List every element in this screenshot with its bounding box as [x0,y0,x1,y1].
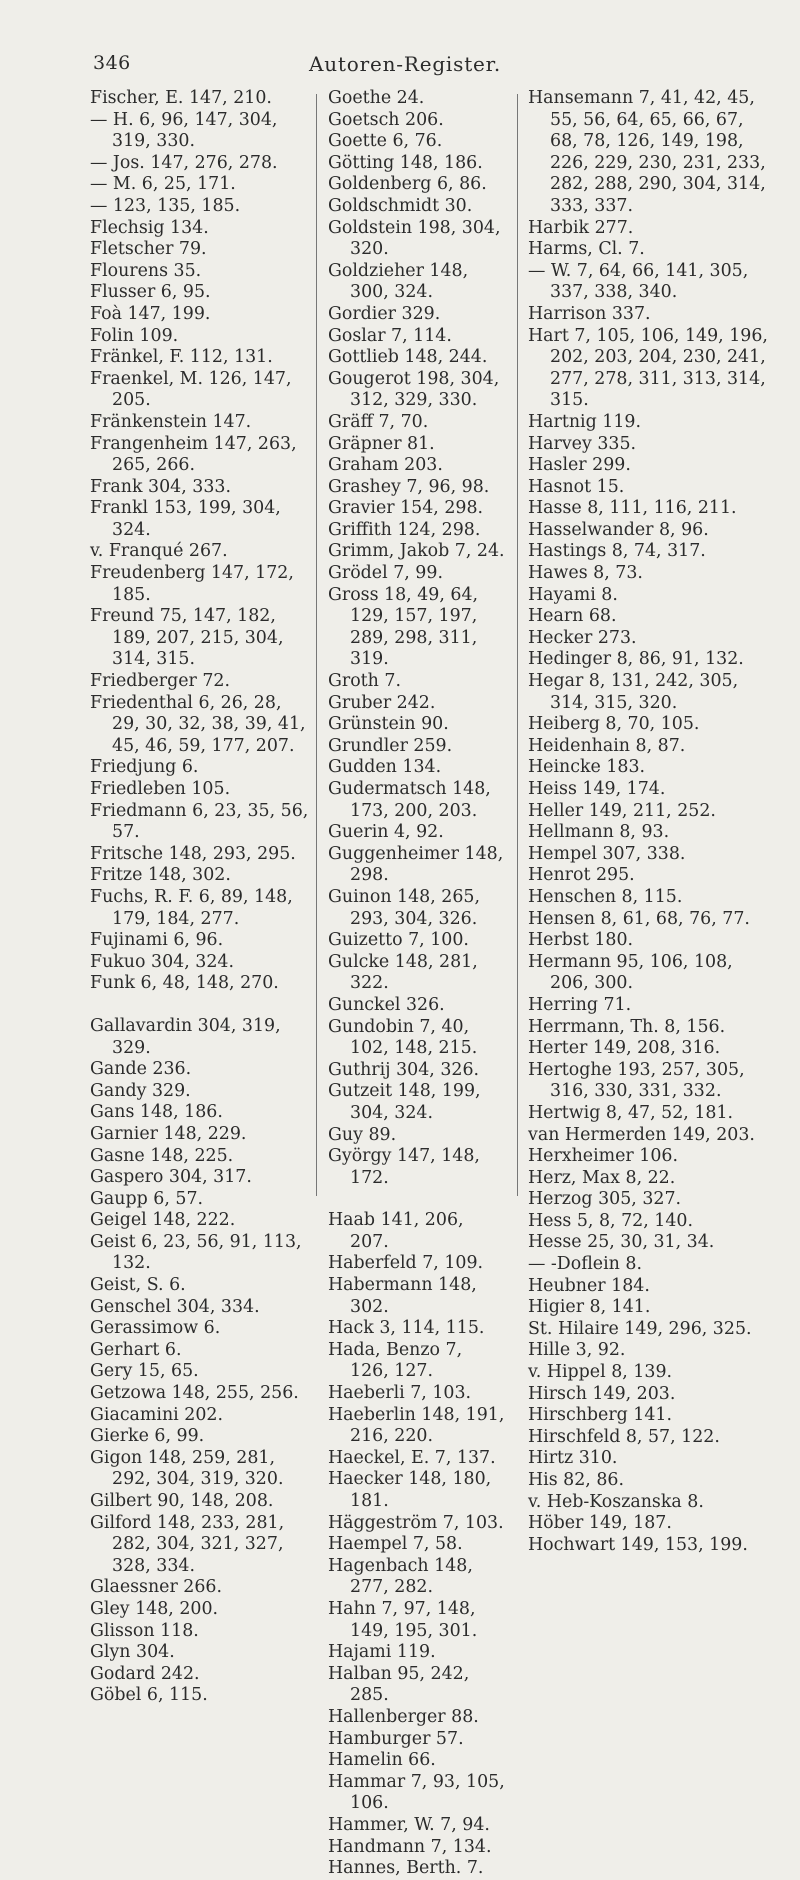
index-entry: Friedleben 105. [90,779,231,799]
column-divider [517,94,518,1196]
index-entry: Hasse 8, 111, 116, 211. [528,498,737,519]
index-entry: Hawes 8, 73. [528,563,643,584]
index-entry: Fritsche 148, 293, 295. [90,843,296,864]
index-entry: Gravier 154, 298. [328,498,484,519]
index-entry: Hagenbach 148, 277, 282. [328,1555,473,1598]
index-entry: Hegar 8, 131, 242, 305, 314, 315, 320. [528,671,739,713]
index-entry: Gulcke 148, 281, 322. [328,951,478,994]
index-entry: van Hermerden 149, 203. [528,1124,755,1145]
index-entry: Glisson 118. [90,1620,199,1641]
index-entry: Hesse 25, 30, 31, 34. [528,1232,715,1253]
index-column-3 [528,88,768,1556]
index-entry: Gierke 6, 99. [90,1426,205,1447]
index-entry: Hada, Benzo 7, 126, 127. [328,1339,463,1382]
index-entry: Hasselwander 8, 96. [528,519,709,540]
index-entry: Gaupp 6, 57. [90,1188,204,1209]
index-entry: Hochwart 149, 153, 199. [528,1534,748,1555]
index-entry: Gans 148, 186. [90,1102,223,1123]
index-entry: Gunckel 326. [328,994,445,1015]
index-entry: Friedenthal 6, 26, 28, 29, 30, 32, 38, 39, 41, 45, 46, 59, 177, 207. [90,692,306,756]
index-entry: His 82, 86. [528,1470,625,1490]
index-entry: Fraenkel, M. 126, 147, 205. [90,368,292,411]
index-entry: Hamburger 57. [328,1728,464,1749]
index-entry: Harbik 277. [528,217,634,238]
index-entry: Grünstein 90. [328,714,449,735]
index-entry: Gräpner 81. [328,433,435,454]
index-entry: Heubner 184. [528,1275,650,1296]
index-entry: Glyn 304. [90,1642,175,1663]
running-title: Autoren-Register. [309,52,501,76]
index-entry: Friedjung 6. [90,757,199,778]
index-entry: Gandy 329. [90,1080,191,1101]
index-entry: Haberfeld 7, 109. [328,1253,484,1274]
index-entry: Hecker 273. [528,627,637,648]
index-entry: Gordier 329. [328,303,441,324]
index-entry: Herzog 305, 327. [528,1189,682,1210]
index-entry: Gilford 148, 233, 281, 282, 304, 321, 327, 328, 334. [90,1512,285,1576]
index-entry: Freudenberg 147, 172, 185. [90,563,294,605]
index-entry: Goette 6, 76. [328,131,443,152]
index-entry: Handmann 7, 134. [328,1836,492,1857]
letter-group-gap [328,1189,506,1210]
index-entry: Hermann 95, 106, 108, 206, 300. [528,951,733,994]
index-entry: Henschen 8, 115. [528,886,683,907]
index-entry: Hensen 8, 61, 68, 76, 77. [528,908,750,929]
index-entry: Haab 141, 206, 207. [328,1210,464,1252]
index-entry: — H. 6, 96, 147, 304, 319, 330. [90,109,278,152]
index-entry: Hearn 68. [528,606,617,627]
index-entry: Hastings 8, 74, 317. [528,541,706,562]
index-entry: Gasne 148, 225. [90,1145,234,1166]
index-entry: Gilbert 90, 148, 208. [90,1491,274,1511]
index-entry: Herring 71. [528,994,632,1015]
index-entry: Gudden 134. [328,757,442,778]
index-entry: Guthrij 304, 326. [328,1059,480,1080]
index-entry: Gutzeit 148, 199, 304, 324. [328,1081,481,1123]
index-entry: — W. 7, 64, 66, 141, 305, 337, 338, 340. [528,260,749,303]
index-entry: Grödel 7, 99. [328,563,443,584]
index-entry: Goldstein 198, 304, 320. [328,217,501,260]
index-entry: Gaspero 304, 317. [90,1167,252,1188]
index-entry: Goldzieher 148, 300, 324. [328,260,469,303]
index-entry: Hack 3, 114, 115. [328,1318,485,1339]
index-entry: Gougerot 198, 304, 312, 329, 330. [328,368,500,411]
index-entry: Fränkenstein 147. [90,411,252,432]
index-entry: Fuchs, R. F. 6, 89, 148, 179, 184, 277. [90,886,293,929]
column-divider [316,94,317,1196]
index-entry: Haempel 7, 58. [328,1534,463,1555]
index-entry: Hedinger 8, 86, 91, 132. [528,649,744,670]
index-entry: Heller 149, 211, 252. [528,800,716,821]
index-entry: — -Doflein 8. [528,1254,642,1275]
index-entry: György 147, 148, 172. [328,1146,480,1188]
index-entry: Höber 149, 187. [528,1513,672,1534]
index-entry: v. Hippel 8, 139. [528,1362,673,1383]
index-entry: Haeberlin 148, 191, 216, 220. [328,1404,505,1447]
index-entry: Grashey 7, 96, 98. [328,476,490,497]
index-entry: Giacamini 202. [90,1404,223,1425]
letter-group-gap [90,995,314,1016]
index-entry: Guggenheimer 148, 298. [328,843,504,886]
index-entry: Fränkel, F. 112, 131. [90,347,273,368]
index-column-1 [90,88,314,1707]
index-entry: Goslar 7, 114. [328,325,452,346]
index-entry: v. Heb-Koszanska 8. [528,1491,704,1512]
index-entry: Glaessner 266. [90,1577,223,1598]
index-entry: Hammar 7, 93, 105, 106. [328,1771,505,1814]
index-entry: Hart 7, 105, 106, 149, 196, 202, 203, 204, 230, 241, 277, 278, 311, 313, 314, 315. [528,325,768,411]
index-entry: Hayami 8. [528,584,618,605]
index-entry: Herrmann, Th. 8, 156. [528,1016,726,1037]
index-entry: Gery 15, 65. [90,1361,199,1382]
index-entry: Hartnig 119. [528,411,641,432]
index-entry: Hille 3, 92. [528,1340,626,1361]
index-entry: Frank 304, 333. [90,476,231,497]
index-entry: Fritze 148, 302. [90,865,231,886]
index-entry: Goldenberg 6, 86. [328,174,487,195]
index-entry: Flourens 35. [90,260,202,281]
index-entry: Harms, Cl. 7. [528,239,645,260]
index-entry: Fukuo 304, 324. [90,951,234,972]
index-entry: Funk 6, 48, 148, 270. [90,973,279,994]
index-entry: Haeberli 7, 103. [328,1383,472,1404]
index-entry: Häggeström 7, 103. [328,1512,504,1533]
index-entry: Harrison 337. [528,303,651,324]
index-entry: Götting 148, 186. [328,152,483,173]
page-number: 346 [93,52,131,74]
index-entry: Herbst 180. [528,930,634,951]
index-entry: Groth 7. [328,671,401,692]
index-entry: Hertwig 8, 47, 52, 181. [528,1102,734,1123]
index-entry: Folin 109. [90,325,179,346]
index-entry: Hannes, Berth. 7. [328,1858,484,1879]
index-entry: Hess 5, 8, 72, 140. [528,1210,693,1231]
index-entry: Hasnot 15. [528,476,625,497]
index-entry: Fletscher 79. [90,239,207,260]
index-entry: Geist, S. 6. [90,1275,186,1296]
index-entry: Flusser 6, 95. [90,282,211,303]
index-entry: Garnier 148, 229. [90,1123,247,1144]
index-entry: Gräff 7, 70. [328,411,429,432]
index-entry: Godard 242. [90,1663,200,1684]
index-entry: Hempel 307, 338. [528,843,686,864]
index-entry: Hertoghe 193, 257, 305, 316, 330, 331, 332. [528,1059,745,1102]
index-entry: Henrot 295. [528,865,635,886]
index-entry: — 123, 135, 185. [90,195,241,216]
index-entry: Gley 148, 200. [90,1598,219,1619]
index-entry: Herz, Max 8, 22. [528,1167,676,1188]
index-column-2 [328,88,506,1880]
index-entry: Griffith 124, 298. [328,519,481,540]
index-entry: Getzowa 148, 255, 256. [90,1383,299,1404]
index-entry: Hirtz 310. [528,1448,618,1469]
index-entry: Gerassimow 6. [90,1318,221,1339]
index-entry: Friedmann 6, 23, 35, 56, 57. [90,800,309,843]
index-entry: — Jos. 147, 276, 278. [90,152,278,173]
index-entry: Habermann 148, 302. [328,1275,477,1317]
index-entry: Hirschfeld 8, 57, 122. [528,1426,720,1447]
index-entry: Guerin 4, 92. [328,822,444,843]
index-entry: Geigel 148, 222. [90,1210,236,1231]
index-entry: Gottlieb 148, 244. [328,347,488,368]
index-entry: Foà 147, 199. [90,303,211,324]
index-entry: Hahn 7, 97, 148, 149, 195, 301. [328,1598,478,1641]
index-entry: Hasler 299. [528,455,631,476]
index-entry: Gudermatsch 148, 173, 200, 203. [328,779,491,821]
index-entry: Herxheimer 106. [528,1146,678,1167]
index-entry: — M. 6, 25, 171. [90,174,236,195]
index-entry: Friedberger 72. [90,671,231,692]
index-entry: Heincke 183. [528,757,646,778]
index-entry: Hansemann 7, 41, 42, 45, 55, 56, 64, 65, 66, 67, 68, 78, 126, 149, 198, 226, 229, 230, 231, 233, 282, 288, 290, 304, 314, 333, 337. [528,88,766,216]
index-entry: Freund 75, 147, 182, 189, 207, 215, 304, 314, 315. [90,606,284,670]
index-entry: Hajami 119. [328,1642,436,1663]
index-entry: Gigon 148, 259, 281, 292, 304, 319, 320. [90,1447,284,1490]
index-entry: Haeckel, E. 7, 137. [328,1447,496,1468]
index-entry: Hallenberger 88. [328,1706,479,1727]
index-entry: Genschel 304, 334. [90,1296,260,1317]
index-entry: Gross 18, 49, 64, 129, 157, 197, 289, 298, 311, 319. [328,584,479,670]
index-entry: Hamelin 66. [328,1750,436,1771]
index-entry: Fujinami 6, 96. [90,930,224,951]
index-entry: Geist 6, 23, 56, 91, 113, 132. [90,1231,302,1274]
index-entry: Gande 236. [90,1059,192,1080]
index-entry: Guizetto 7, 100. [328,930,469,951]
index-entry: Higier 8, 141. [528,1297,651,1318]
index-entry: St. Hilaire 149, 296, 325. [528,1318,752,1339]
index-entry: Fischer, E. 147, 210. [90,88,272,108]
index-entry: Frankl 153, 199, 304, 324. [90,498,281,540]
index-entry: Flechsig 134. [90,217,209,238]
index-entry: Hammer, W. 7, 94. [328,1814,490,1835]
index-entry: Hirsch 149, 203. [528,1383,676,1404]
index-entry: Guy 89. [328,1124,397,1145]
index-entry: Goethe 24. [328,88,425,108]
index-entry: Gruber 242. [328,692,436,713]
index-entry: Göbel 6, 115. [90,1685,208,1706]
index-entry: Guinon 148, 265, 293, 304, 326. [328,886,481,929]
index-entry: v. Franqué 267. [90,541,228,562]
index-entry: Heiss 149, 174. [528,779,666,799]
index-entry: Frangenheim 147, 263, 265, 266. [90,433,297,476]
index-entry: Herter 149, 208, 316. [528,1038,721,1059]
index-entry: Gundobin 7, 40, 102, 148, 215. [328,1016,478,1059]
index-entry: Harvey 335. [528,433,637,454]
index-entry: Graham 203. [328,455,443,476]
index-entry: Halban 95, 242, 285. [328,1663,470,1706]
index-entry: Heiberg 8, 70, 105. [528,714,700,735]
index-entry: Heidenhain 8, 87. [528,735,686,756]
index-entry: Hellmann 8, 93. [528,822,670,843]
index-entry: Grimm, Jakob 7, 24. [328,541,505,562]
index-entry: Hirschberg 141. [528,1405,673,1426]
index-entry: Haecker 148, 180, 181. [328,1469,492,1511]
index-entry: Goetsch 206. [328,109,444,130]
index-entry: Gallavardin 304, 319, 329. [90,1015,281,1058]
index-entry: Grundler 259. [328,735,453,756]
index-entry: Gerhart 6. [90,1339,182,1360]
index-entry: Goldschmidt 30. [328,195,473,216]
